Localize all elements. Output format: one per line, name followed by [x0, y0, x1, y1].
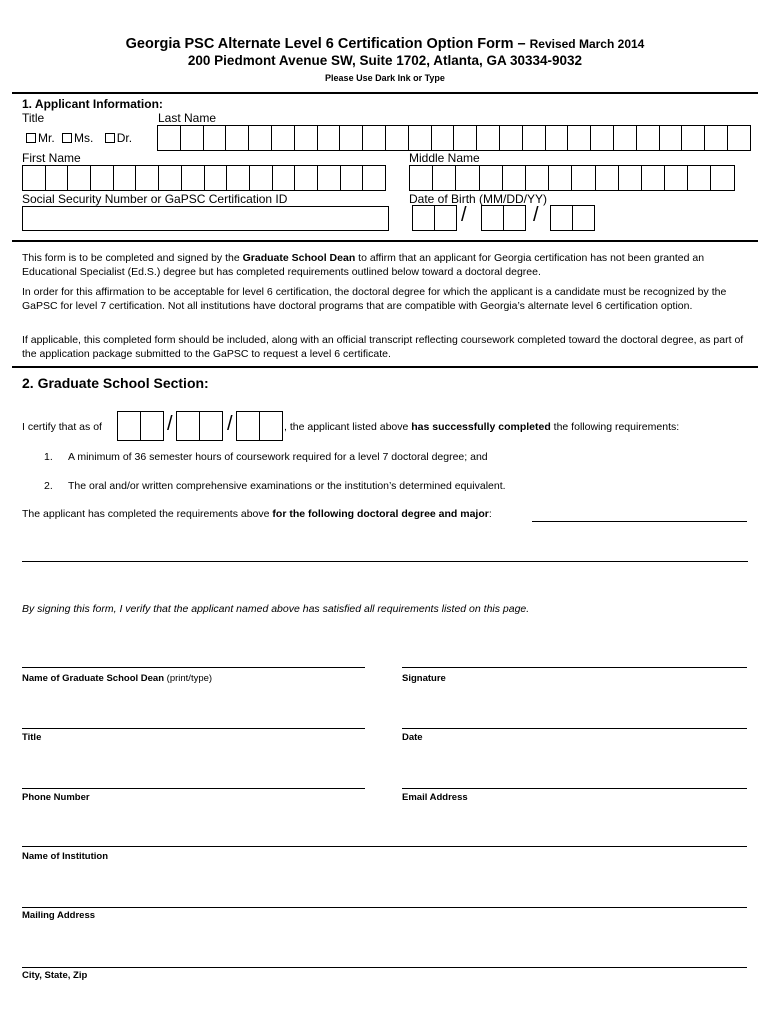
city-label: City, State, Zip: [22, 970, 88, 981]
dr-checkbox[interactable]: [105, 133, 115, 143]
dob-year-cells[interactable]: [550, 205, 595, 231]
letter-cell[interactable]: [595, 165, 619, 191]
intro-paragraph-2: In order for this affirmation to be acceptable for level 6 certification, the doctoral degree for which the applicant is a candidate must be recognized by the GaPSC for level 7 certification. Not all institutions have doctoral programs that are compatible with Georgia’s alternate level 6 certification option.: [22, 286, 727, 312]
requirement-1: A minimum of 36 semester hours of coursework required for a level 7 doctoral degree; and: [68, 451, 488, 463]
letter-cell[interactable]: [272, 165, 296, 191]
certify-month-cells[interactable]: [117, 411, 164, 441]
letter-cell[interactable]: [317, 125, 341, 151]
middle-name-cells[interactable]: [409, 165, 735, 191]
letter-cell[interactable]: [687, 165, 711, 191]
intro-paragraph-1: This form is to be completed and signed by the Graduate School Dean to affirm that an applicant for Georgia certification has not been granted an Educational Specialist (Ed.S.) degree but has completed requirements outlined below toward a doctoral degree.: [22, 252, 705, 278]
dob-day-cells[interactable]: [481, 205, 526, 231]
letter-cell[interactable]: [567, 125, 591, 151]
letter-cell[interactable]: [248, 125, 272, 151]
letter-cell[interactable]: [641, 165, 665, 191]
phone-line[interactable]: [22, 788, 365, 789]
letter-cell[interactable]: [385, 125, 409, 151]
letter-cell[interactable]: [432, 165, 456, 191]
dean-name-label: Name of Graduate School Dean (print/type): [22, 673, 213, 684]
section1-top-rule: [12, 92, 758, 94]
letter-cell[interactable]: [613, 125, 637, 151]
dean-name-line[interactable]: [22, 667, 365, 668]
letter-cell[interactable]: [158, 165, 182, 191]
section1-bottom-rule: [12, 240, 758, 242]
ssn-label: Social Security Number or GaPSC Certification ID: [22, 192, 288, 206]
letter-cell[interactable]: [525, 165, 549, 191]
requirement-2: The oral and/or written comprehensive examinations or the institution’s determined equivalent.: [68, 480, 506, 492]
letter-cell[interactable]: [225, 125, 249, 151]
letter-cell[interactable]: [362, 165, 386, 191]
letter-cell[interactable]: [226, 165, 250, 191]
letter-cell[interactable]: [408, 125, 432, 151]
letter-cell[interactable]: [317, 165, 341, 191]
ssn-input[interactable]: [22, 206, 389, 231]
letter-cell[interactable]: [664, 165, 688, 191]
first-name-cells[interactable]: [22, 165, 386, 191]
letter-cell[interactable]: [453, 125, 477, 151]
title-label: Title: [22, 111, 45, 125]
letter-cell[interactable]: [545, 125, 569, 151]
institution-line[interactable]: [22, 846, 747, 847]
middle-name-label: Middle Name: [409, 151, 480, 165]
letter-cell[interactable]: [710, 165, 734, 191]
letter-cell[interactable]: [340, 165, 364, 191]
letter-cell[interactable]: [203, 125, 227, 151]
certify-statement: , the applicant listed above has successfully completed the following requirements:: [284, 421, 680, 433]
letter-cell[interactable]: [22, 165, 46, 191]
dob-separator: /: [461, 204, 467, 226]
certify-separator-2: /: [227, 413, 233, 435]
first-name-label: First Name: [22, 151, 81, 165]
letter-cell[interactable]: [67, 165, 91, 191]
letter-cell[interactable]: [431, 125, 455, 151]
letter-cell[interactable]: [271, 125, 295, 151]
degree-major-line-2[interactable]: [22, 561, 748, 562]
letter-cell[interactable]: [45, 165, 69, 191]
letter-cell[interactable]: [113, 165, 137, 191]
letter-cell[interactable]: [499, 125, 523, 151]
mailing-label: Mailing Address: [22, 910, 96, 921]
letter-cell[interactable]: [479, 165, 503, 191]
signature-line[interactable]: [402, 667, 747, 668]
letter-cell[interactable]: [727, 125, 751, 151]
letter-cell[interactable]: [294, 125, 318, 151]
letter-cell[interactable]: [502, 165, 526, 191]
title-sig-label: Title: [22, 732, 42, 743]
mailing-line[interactable]: [22, 907, 747, 908]
letter-cell[interactable]: [181, 165, 205, 191]
letter-cell[interactable]: [704, 125, 728, 151]
last-name-cells[interactable]: [157, 125, 751, 151]
letter-cell[interactable]: [618, 165, 642, 191]
certify-label: I certify that as of: [22, 421, 102, 433]
verify-statement: By signing this form, I verify that the applicant named above has satisfied all requirements listed on this page.: [22, 603, 530, 615]
dob-label: Date of Birth (MM/DD/YY): [409, 192, 548, 206]
letter-cell[interactable]: [90, 165, 114, 191]
certify-day-cells[interactable]: [176, 411, 223, 441]
requirement-1-number: 1.: [44, 451, 53, 463]
section2-top-rule: [12, 366, 758, 368]
letter-cell[interactable]: [180, 125, 204, 151]
certify-separator: /: [167, 413, 173, 435]
section1-heading: 1. Applicant Information:: [22, 97, 163, 111]
letter-cell[interactable]: [249, 165, 273, 191]
letter-cell[interactable]: [476, 125, 500, 151]
letter-cell[interactable]: [636, 125, 660, 151]
date-label: Date: [402, 732, 423, 743]
letter-cell[interactable]: [157, 125, 181, 151]
form-title: Georgia PSC Alternate Level 6 Certification Option Form – Revised March 2014: [125, 36, 645, 52]
letter-cell[interactable]: [659, 125, 683, 151]
letter-cell[interactable]: [571, 165, 595, 191]
section2-heading: 2. Graduate School Section:: [22, 375, 209, 391]
letter-cell[interactable]: [339, 125, 363, 151]
letter-cell[interactable]: [204, 165, 228, 191]
revision-date: Revised March 2014: [529, 37, 645, 51]
letter-cell[interactable]: [135, 165, 159, 191]
degree-major-line[interactable]: [532, 521, 747, 522]
letter-cell[interactable]: [548, 165, 572, 191]
institution-label: Name of Institution: [22, 851, 109, 862]
requirement-2-number: 2.: [44, 480, 53, 492]
dob-month-cells[interactable]: [412, 205, 457, 231]
phone-label: Phone Number: [22, 792, 90, 803]
intro-paragraph-3: If applicable, this completed form should be included, along with an official transcript reflecting coursework completed toward the doctoral degree, as part of the application package submitted to the GaPSC to request a level 6 certificate.: [22, 334, 744, 360]
letter-cell[interactable]: [522, 125, 546, 151]
letter-cell[interactable]: [455, 165, 479, 191]
city-line[interactable]: [22, 967, 747, 968]
dob-separator-2: /: [533, 204, 539, 226]
address: 200 Piedmont Avenue SW, Suite 1702, Atlanta, GA 30334-9032: [187, 53, 583, 68]
ink-note: Please Use Dark Ink or Type: [325, 73, 445, 83]
title-options: Mr. Ms. Dr.: [26, 131, 132, 145]
mr-checkbox[interactable]: [26, 133, 36, 143]
last-name-label: Last Name: [158, 111, 217, 125]
certify-year-cells[interactable]: [236, 411, 283, 441]
letter-cell[interactable]: [590, 125, 614, 151]
degree-statement: The applicant has completed the requirements above for the following doctoral degree and major:: [22, 508, 492, 520]
letter-cell[interactable]: [294, 165, 318, 191]
email-label: Email Address: [402, 792, 468, 803]
letter-cell[interactable]: [362, 125, 386, 151]
letter-cell[interactable]: [681, 125, 705, 151]
email-line[interactable]: [402, 788, 747, 789]
ms-checkbox[interactable]: [62, 133, 72, 143]
title-line[interactable]: [22, 728, 365, 729]
date-line[interactable]: [402, 728, 747, 729]
letter-cell[interactable]: [409, 165, 433, 191]
signature-label: Signature: [402, 673, 446, 684]
